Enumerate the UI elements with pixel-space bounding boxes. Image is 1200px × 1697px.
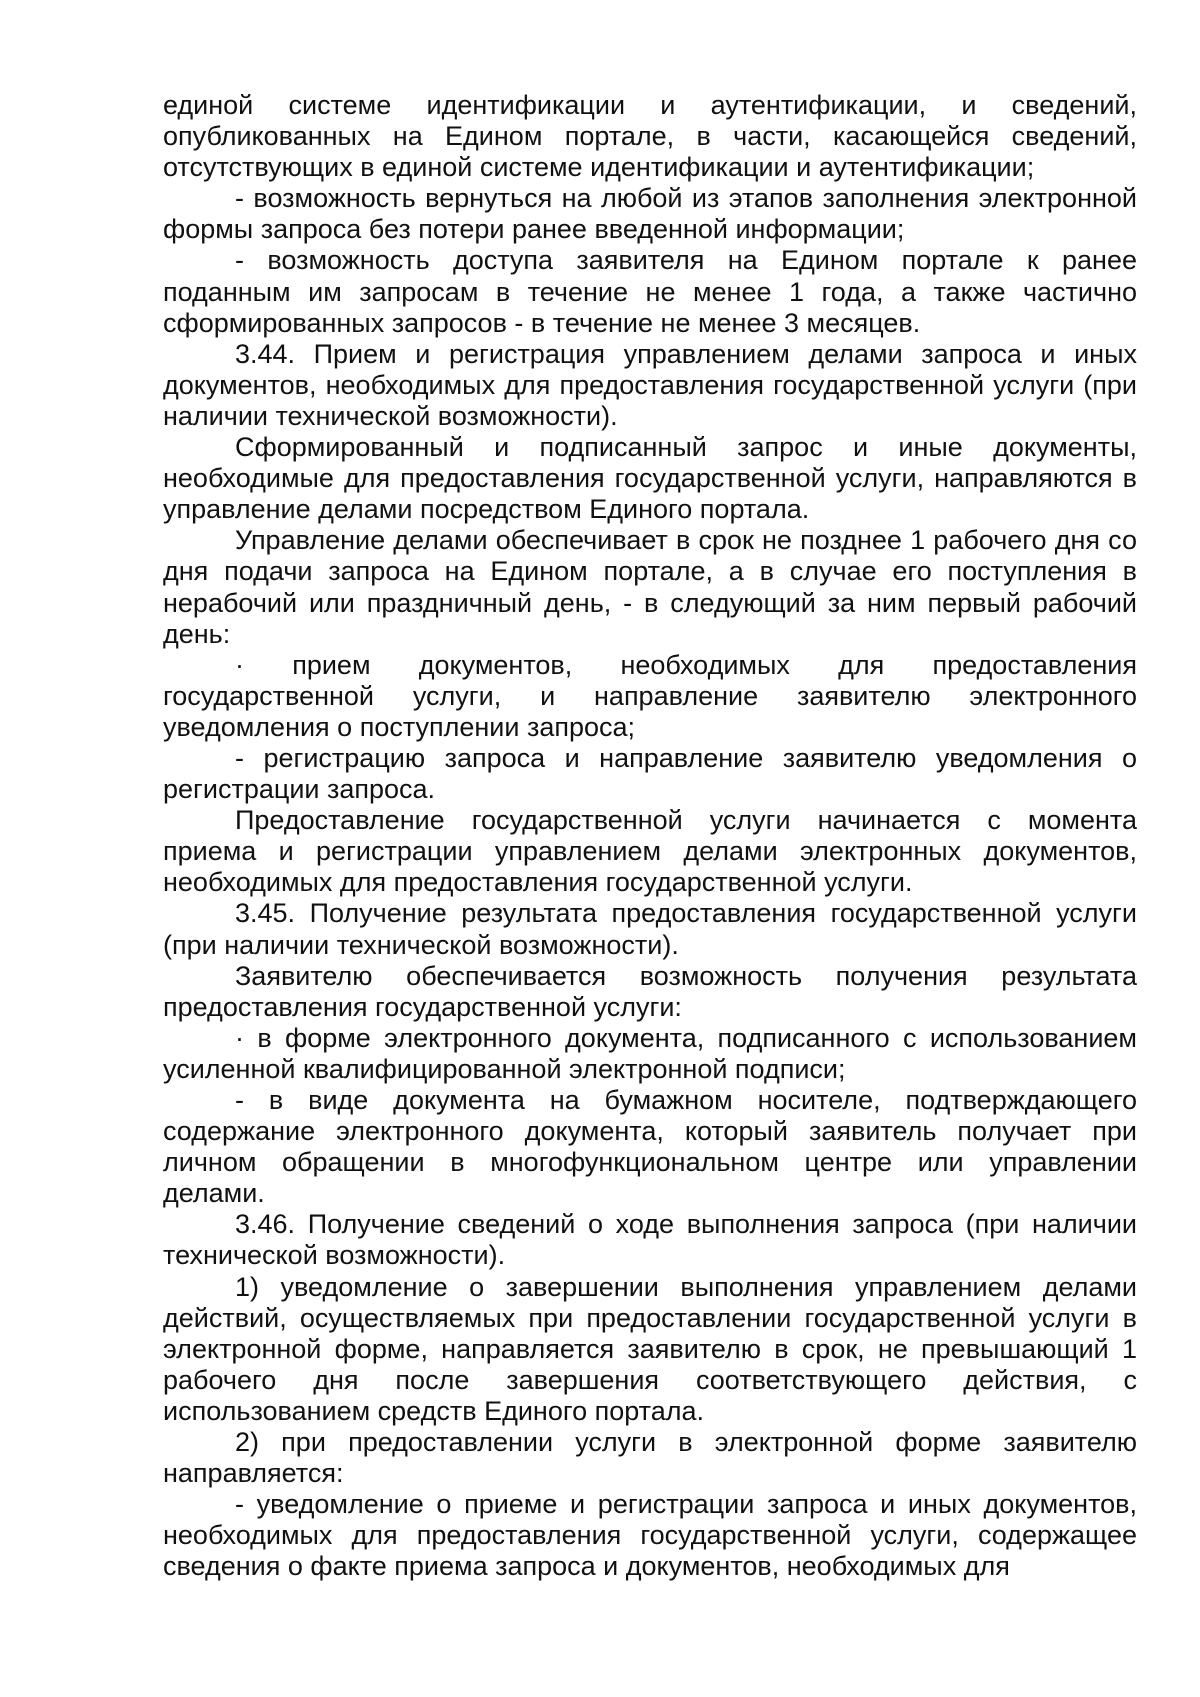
paragraph-electronic-document: · в форме электронного документа, подписанного с использованием усиленной квалифицированной электронной подписи;: [163, 1022, 1137, 1084]
paragraph-return-to-step: - возможность вернуться на любой из этапов заполнения электронной формы запроса без потери ранее введенной информации;: [163, 183, 1137, 245]
paragraph-register-request: - регистрацию запроса и направление заявителю уведомления о регистрации запроса.: [163, 742, 1137, 805]
paragraph-receive-documents: · прием документов, необходимых для предоставления государственной услуги, и направление заявителю электронного уведомления о поступлении запроса;: [163, 649, 1137, 742]
document-text: [163, 90, 1137, 1583]
paragraph-continuation: единой системе идентификации и аутентификации, и сведений, опубликованных на Едином портале, в части, касающейся сведений, отсутствующих в единой системе идентификации и аутентификации;: [163, 90, 1137, 183]
paragraph-access-to-requests: - возможность доступа заявителя на Едином портале к ранее поданным им запросам в течение не менее 1 года, а также частично сформированных запросов - в течение не менее 3 месяцев.: [163, 245, 1137, 338]
paragraph-section-3-44: 3.44. Прием и регистрация управлением делами запроса и иных документов, необходимых для предоставления государственной услуги (при наличии технической возможности).: [163, 338, 1137, 431]
paragraph-section-3-46: 3.46. Получение сведений о ходе выполнения запроса (при наличии технической возможности).: [163, 1209, 1137, 1271]
paragraph-service-start: Предоставление государственной услуги начинается с момента приема и регистрации управлением делами электронных документов, необходимых для предоставления государственной услуги.: [163, 805, 1137, 898]
paragraph-formed-request: Сформированный и подписанный запрос и иные документы, необходимые для предоставления государственной услуги, направляются в управление делами посредством Единого портала.: [163, 432, 1137, 525]
paragraph-receipt-notice: - уведомление о приеме и регистрации запроса и иных документов, необходимых для предоставления государственной услуги, содержащее сведения о факте приема запроса и документов, необходимых для: [163, 1489, 1137, 1582]
paragraph-management-ensures: Управление делами обеспечивает в срок не позднее 1 рабочего дня со дня подачи запроса на Едином портале, а в случае его поступления в нерабочий или праздничный день, - в следующий за ним первый рабочий день:: [163, 525, 1137, 649]
paragraph-paper-document: - в виде документа на бумажном носителе, подтверждающего содержание электронного документа, который заявитель получает при личном обращении в многофункциональном центре или управлении делами.: [163, 1085, 1137, 1209]
paragraph-applicant-possibility: Заявителю обеспечивается возможность получения результата предоставления государственной услуги:: [163, 960, 1137, 1022]
paragraph-section-3-45: 3.45. Получение результата предоставления государственной услуги (при наличии технической возможности).: [163, 898, 1137, 960]
paragraph-completion-notice: 1) уведомление о завершении выполнения управлением делами действий, осуществляемых при предоставлении государственной услуги в электронной форме, направляется заявителю в срок, не превышающий 1 рабочего дня после завершения соответствующего действия, с использованием средств Единого портала.: [163, 1271, 1137, 1426]
paragraph-electronic-form-notice: 2) при предоставлении услуги в электронной форме заявителю направляется:: [163, 1427, 1137, 1489]
